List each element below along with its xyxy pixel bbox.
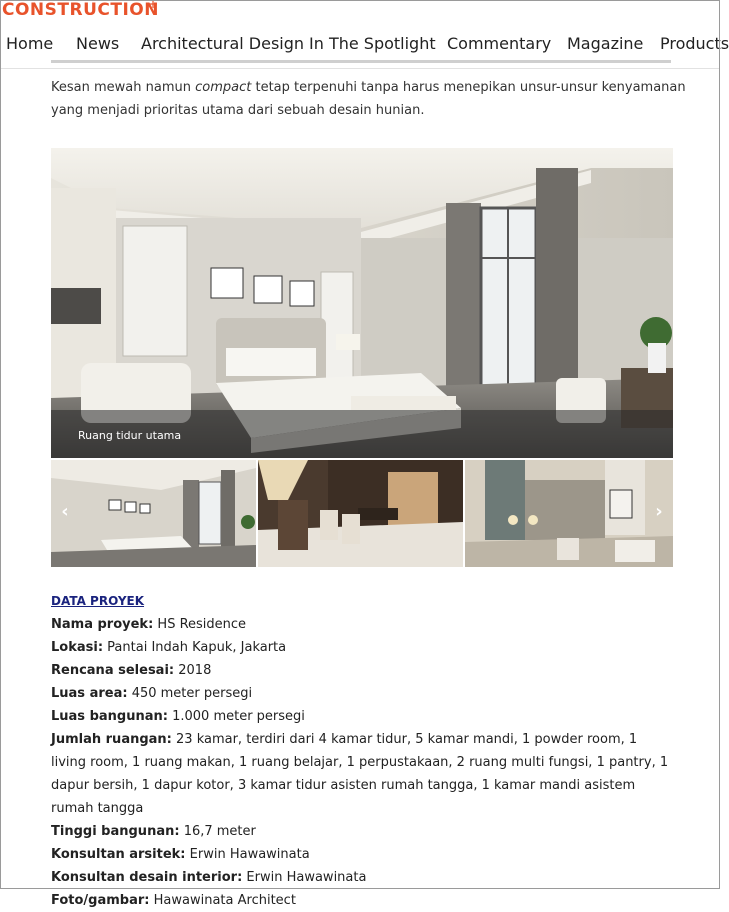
nav-in-the-spotlight[interactable]: In The Spotlight: [309, 34, 436, 53]
project-row-site-area: Luas area: 450 meter persegi: [51, 686, 253, 701]
project-row-photo-credit: Foto/gambar: Hawawinata Architect: [51, 893, 296, 908]
logo-mark-icon: [148, 0, 158, 12]
thumbnail-bedroom[interactable]: [51, 460, 256, 567]
gallery-next-arrow[interactable]: ›: [655, 501, 663, 522]
gallery-thumbnails: [51, 460, 673, 567]
project-row-height: Tinggi bangunan: 16,7 meter: [51, 824, 256, 839]
thumbnail-study-room-image: [258, 460, 463, 567]
thumbnail-study-room[interactable]: [258, 460, 463, 567]
project-row-architect: Konsultan arsitek: Erwin Hawawinata: [51, 847, 310, 862]
project-row-completion: Rencana selesai: 2018: [51, 663, 212, 678]
nav-commentary[interactable]: Commentary: [447, 34, 552, 53]
clipped-text-line: [51, 56, 671, 64]
project-data-section: [51, 590, 671, 912]
nav-architectural-design[interactable]: Architectural Design: [141, 34, 305, 53]
article-paragraph: Kesan mewah namun compact tetap terpenuhi tanpa harus menepikan unsur-unsur kenyamanan yang menjadi prioritas utama dari sebuah desain hunian.: [51, 80, 686, 118]
project-row-room-count: Jumlah ruangan: 23 kamar, terdiri dari 4 kamar tidur, 5 kamar mandi, 1 powder room, 1 living room, 1 ruang makan, 1 ruang belajar, 1 perpustakaan, 2 ruang multi fungsi, 1 pantry, 1 dapur bersih, 1 dapur kotor, 3 kamar tidur asisten rumah tangga, 1 kamar mandi asistem rumah tangga: [51, 732, 669, 816]
thumbnail-bedroom-image: [51, 460, 256, 567]
site-logo[interactable]: CONSTRUCTION: [2, 0, 159, 20]
image-caption: Ruang tidur utama: [78, 429, 182, 442]
gallery-prev-arrow[interactable]: ‹: [61, 501, 69, 522]
nav-home[interactable]: Home: [6, 34, 54, 53]
project-row-building-area: Luas bangunan: 1.000 meter persegi: [51, 709, 305, 724]
gallery-main-image[interactable]: [51, 148, 673, 458]
project-row-name: Nama proyek: HS Residence: [51, 617, 247, 632]
thumbnail-bathroom-image: [465, 460, 673, 567]
nav-news[interactable]: News: [76, 34, 120, 53]
project-row-interior-designer: Konsultan desain interior: Erwin Hawawinata: [51, 870, 367, 885]
thumbnail-bathroom[interactable]: [465, 460, 673, 567]
project-row-location: Lokasi: Pantai Indah Kapuk, Jakarta: [51, 640, 287, 655]
compact-emphasis: compact: [195, 80, 252, 95]
nav-magazine[interactable]: Magazine: [567, 34, 644, 53]
nav-products[interactable]: Products: [660, 34, 729, 53]
project-data-title[interactable]: DATA PROYEK: [51, 594, 145, 608]
